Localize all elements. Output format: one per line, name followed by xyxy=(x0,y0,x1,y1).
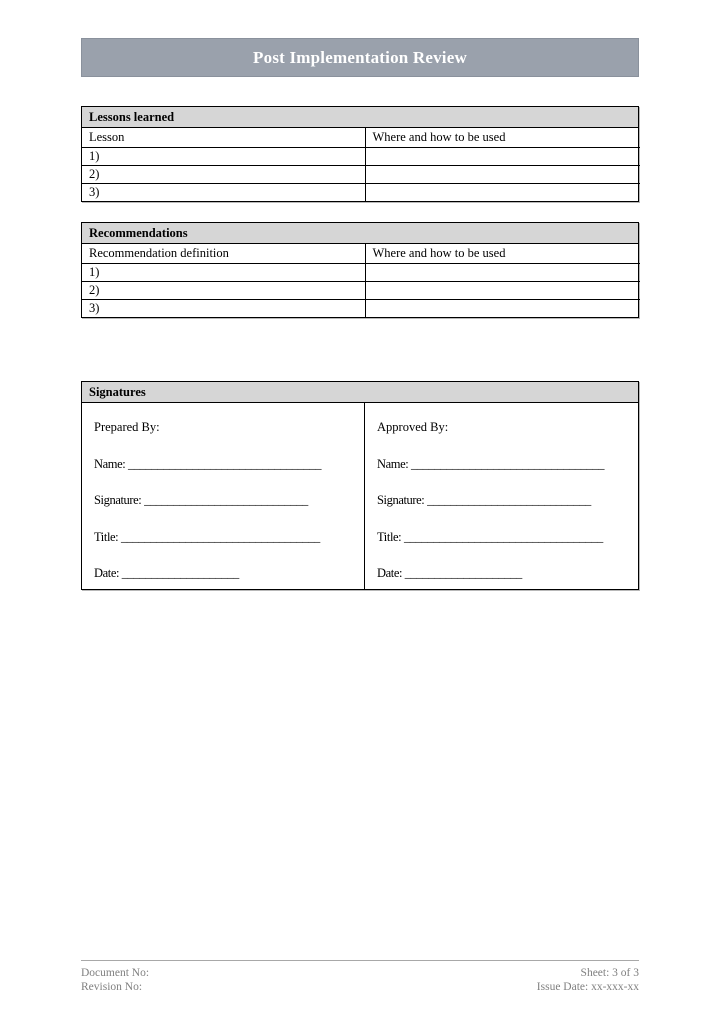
prepared-by-column xyxy=(82,403,364,589)
approved-by-name-field[interactable]: Name: _________________________________ xyxy=(377,456,605,471)
footer-left-group xyxy=(81,966,149,994)
lesson-row-label-1: 1) xyxy=(82,147,365,165)
table-row xyxy=(82,281,640,299)
table-row xyxy=(82,299,640,317)
lesson-row-label-3: 3) xyxy=(82,183,365,201)
lesson-row-label-2: 2) xyxy=(82,165,365,183)
recommendations-section xyxy=(81,222,639,318)
prepared-by-title-field[interactable]: Title: __________________________________ xyxy=(94,529,320,544)
signatures-header xyxy=(82,382,638,403)
document-title-banner xyxy=(81,38,639,77)
approved-by-heading: Approved By: xyxy=(377,420,449,434)
footer-revision-no: Revision No: xyxy=(81,981,143,993)
column-header-recommendation-definition: Recommendation definition xyxy=(82,244,365,263)
page-title: Post Implementation Review xyxy=(253,48,467,67)
table-row xyxy=(82,183,640,201)
recommendation-row-usage-1[interactable] xyxy=(365,263,640,281)
table-row xyxy=(82,165,640,183)
lesson-row-usage-3[interactable] xyxy=(365,183,640,201)
lesson-row-usage-1[interactable] xyxy=(365,147,640,165)
recommendation-row-label-1: 1) xyxy=(82,263,365,281)
signatures-header-label: Signatures xyxy=(89,384,146,399)
lessons-learned-header xyxy=(82,107,638,128)
column-header-usage: Where and how to be used xyxy=(365,244,640,263)
column-header-usage: Where and how to be used xyxy=(365,128,640,147)
recommendation-row-label-3: 3) xyxy=(82,299,365,317)
page-footer xyxy=(81,960,639,994)
recommendation-row-label-2: 2) xyxy=(82,281,365,299)
prepared-by-signature-field[interactable]: Signature: ____________________________ xyxy=(94,493,308,507)
table-row xyxy=(82,147,640,165)
signatures-body xyxy=(82,403,638,589)
column-header-lesson: Lesson xyxy=(82,128,365,147)
footer-sheet-number: Sheet: 3 of 3 xyxy=(580,967,639,979)
signatures-section xyxy=(81,381,639,590)
recommendations-header-label: Recommendations xyxy=(89,225,188,240)
footer-issue-date: Issue Date: xx-xxx-xx xyxy=(536,981,639,993)
prepared-by-name-field[interactable]: Name: _________________________________ xyxy=(94,456,322,471)
lessons-learned-header-label: Lessons learned xyxy=(89,109,175,124)
approved-by-title-field[interactable]: Title: __________________________________ xyxy=(377,529,603,544)
approved-by-date-field[interactable]: Date: ____________________ xyxy=(377,566,522,580)
recommendation-row-usage-2[interactable] xyxy=(365,281,640,299)
recommendation-row-usage-3[interactable] xyxy=(365,299,640,317)
prepared-by-date-field[interactable]: Date: ____________________ xyxy=(94,566,239,580)
table-row xyxy=(82,263,640,281)
table-header-row xyxy=(82,128,640,147)
recommendations-header xyxy=(82,223,638,244)
lesson-row-usage-2[interactable] xyxy=(365,165,640,183)
lessons-learned-table xyxy=(82,128,640,201)
footer-document-no: Document No: xyxy=(81,967,150,979)
lessons-learned-section xyxy=(81,106,639,202)
prepared-by-heading: Prepared By: xyxy=(94,420,160,434)
table-header-row xyxy=(82,244,640,263)
recommendations-table xyxy=(82,244,640,317)
footer-right-group xyxy=(537,966,639,994)
approved-by-column xyxy=(364,403,638,589)
approved-by-signature-field[interactable]: Signature: ____________________________ xyxy=(377,493,591,507)
